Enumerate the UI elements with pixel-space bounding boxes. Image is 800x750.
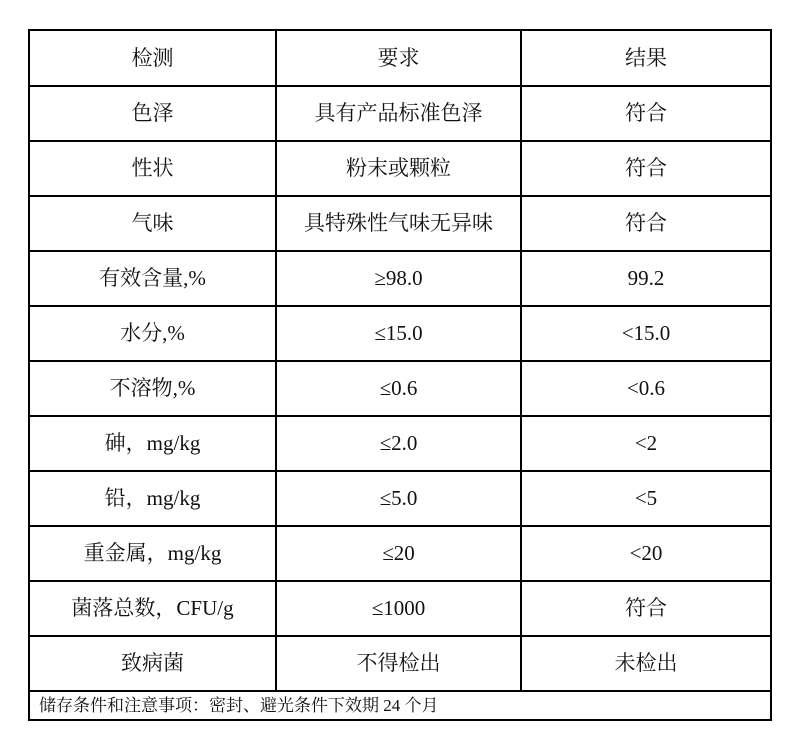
item-cell: 重金属，mg/kg: [29, 526, 276, 581]
item-cell: 水分,%: [29, 306, 276, 361]
header-requirement: 要求: [276, 30, 521, 86]
result-cell: 符合: [521, 196, 771, 251]
item-cell: 气味: [29, 196, 276, 251]
result-cell: 符合: [521, 141, 771, 196]
result-cell: <5: [521, 471, 771, 526]
item-cell: 菌落总数，CFU/g: [29, 581, 276, 636]
requirement-cell: ≤2.0: [276, 416, 521, 471]
table-row: [29, 196, 771, 251]
table-row: [29, 471, 771, 526]
requirement-cell: ≥98.0: [276, 251, 521, 306]
table-row: [29, 251, 771, 306]
table-row: [29, 581, 771, 636]
result-cell: 符合: [521, 86, 771, 141]
result-cell: <2: [521, 416, 771, 471]
item-cell: 色泽: [29, 86, 276, 141]
result-cell: <15.0: [521, 306, 771, 361]
item-cell: 致病菌: [29, 636, 276, 691]
table-row: [29, 526, 771, 581]
requirement-cell: ≤5.0: [276, 471, 521, 526]
header-row: [29, 30, 771, 86]
table-row: [29, 416, 771, 471]
inspection-table: [28, 29, 772, 721]
result-cell: <20: [521, 526, 771, 581]
table-row: [29, 86, 771, 141]
table-row: [29, 306, 771, 361]
requirement-cell: 具特殊性气味无异味: [276, 196, 521, 251]
header-result: 结果: [521, 30, 771, 86]
item-cell: 有效含量,%: [29, 251, 276, 306]
storage-conditions-note: 储存条件和注意事项：密封、避光条件下效期 24 个月: [29, 691, 771, 720]
table-body: [29, 86, 771, 691]
requirement-cell: 不得检出: [276, 636, 521, 691]
requirement-cell: ≤0.6: [276, 361, 521, 416]
result-cell: 符合: [521, 581, 771, 636]
item-cell: 不溶物,%: [29, 361, 276, 416]
requirement-cell: 具有产品标准色泽: [276, 86, 521, 141]
header-test: 检测: [29, 30, 276, 86]
result-cell: 99.2: [521, 251, 771, 306]
result-cell: <0.6: [521, 361, 771, 416]
table-row: [29, 141, 771, 196]
footer-row: [29, 691, 771, 720]
table-header: [29, 30, 771, 86]
requirement-cell: ≤15.0: [276, 306, 521, 361]
item-cell: 砷，mg/kg: [29, 416, 276, 471]
table-row: [29, 361, 771, 416]
result-cell: 未检出: [521, 636, 771, 691]
requirement-cell: ≤1000: [276, 581, 521, 636]
requirement-cell: 粉末或颗粒: [276, 141, 521, 196]
requirement-cell: ≤20: [276, 526, 521, 581]
table-footer: [29, 691, 771, 720]
table-row: [29, 636, 771, 691]
item-cell: 性状: [29, 141, 276, 196]
item-cell: 铅，mg/kg: [29, 471, 276, 526]
